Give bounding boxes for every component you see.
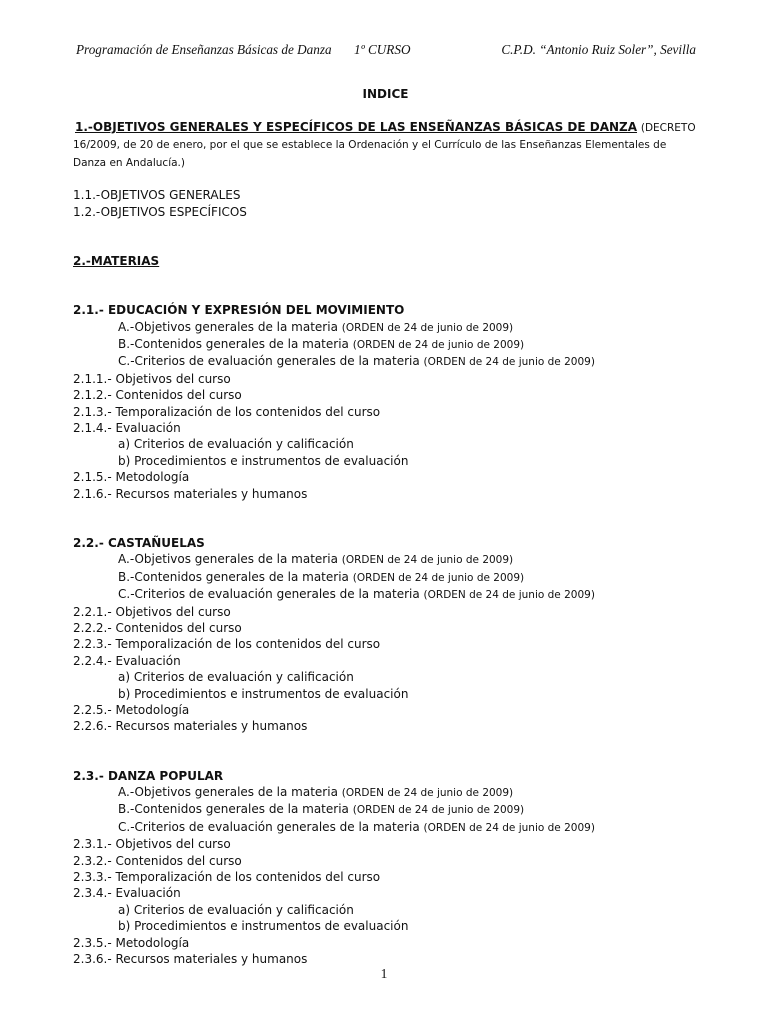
general-item xyxy=(73,336,698,353)
general-item-ref: (ORDEN de 24 de junio de 2009) xyxy=(341,554,514,567)
general-item-text: B.-Contenidos generales de la materia xyxy=(118,802,349,817)
subsection-heading: 2.2.- CASTAÑUELAS xyxy=(73,535,205,550)
general-item-ref: (ORDEN de 24 de junio de 2009) xyxy=(341,786,514,799)
general-item-ref: (ORDEN de 24 de junio de 2009) xyxy=(352,339,525,352)
page-number: 1 xyxy=(380,966,388,981)
general-item-text: A.-Objetivos generales de la materia xyxy=(118,552,338,567)
section-1-decree-note: (DECRETO 16/2009, de 20 de enero, por el que se establece la Ordenación y el Currículo de las Enseñanzas Elementales de Danza en Andalucía.) xyxy=(73,121,696,169)
section-1-item: 1.2.-OBJETIVOS ESPECÍFICOS xyxy=(73,204,247,219)
general-item-ref: (ORDEN de 24 de junio de 2009) xyxy=(423,589,595,602)
section-1-item: 1.1.-OBJETIVOS GENERALES xyxy=(73,188,241,203)
index-title: INDICE xyxy=(362,87,409,101)
evaluation-item: b) Procedimientos e instrumentos de evaluación xyxy=(118,686,409,701)
general-item-ref: (ORDEN de 24 de junio de 2009) xyxy=(423,356,595,369)
subsection-2-3 xyxy=(73,768,698,968)
course-item: 2.1.5.- Metodología xyxy=(73,470,190,485)
section-1-heading-block xyxy=(73,119,698,171)
course-item: 2.1.6.- Recursos materiales y humanos xyxy=(73,486,308,501)
header-school-text: C.P.D. “Antonio Ruiz Soler”, Sevilla xyxy=(501,42,696,57)
course-item: 2.1.4.- Evaluación xyxy=(73,421,181,436)
general-item xyxy=(73,353,698,370)
course-item: 2.3.3.- Temporalización de los contenidos del curso xyxy=(73,870,381,884)
evaluation-item: b) Procedimientos e instrumentos de evaluación xyxy=(118,919,409,934)
evaluation-item: a) Criterios de evaluación y calificación xyxy=(118,437,354,452)
general-item-text: C.-Criterios de evaluación generales de la materia xyxy=(118,587,420,602)
general-item xyxy=(73,569,698,586)
general-item-ref: (ORDEN de 24 de junio de 2009) xyxy=(352,804,525,817)
course-item: 2.2.2.- Contenidos del curso xyxy=(73,620,242,635)
general-item-ref: (ORDEN de 24 de junio de 2009) xyxy=(423,821,595,834)
course-item: 2.2.1.- Objetivos del curso xyxy=(73,604,231,619)
general-item-ref: (ORDEN de 24 de junio de 2009) xyxy=(352,571,525,584)
index-body xyxy=(73,86,698,967)
subsection-2-1 xyxy=(73,302,698,502)
course-item: 2.1.2.- Contenidos del curso xyxy=(73,388,242,403)
course-item: 2.1.3.- Temporalización de los contenidos del curso xyxy=(73,404,381,419)
general-item-ref: (ORDEN de 24 de junio de 2009) xyxy=(341,321,514,334)
general-item xyxy=(73,586,698,603)
evaluation-item: a) Criterios de evaluación y calificación xyxy=(118,902,354,917)
general-item xyxy=(73,801,698,818)
subsection-heading: 2.3.- DANZA POPULAR xyxy=(73,768,224,783)
course-item: 2.2.4.- Evaluación xyxy=(73,653,181,668)
header-left-text: Programación de Enseñanzas Básicas de Danza xyxy=(76,42,332,57)
general-item xyxy=(73,784,698,801)
general-item-text: C.-Criterios de evaluación generales de la materia xyxy=(118,354,420,369)
page-header xyxy=(76,42,696,60)
general-item xyxy=(73,819,698,836)
evaluation-item: b) Procedimientos e instrumentos de evaluación xyxy=(118,453,409,468)
course-item: 2.3.2.- Contenidos del curso xyxy=(73,853,242,868)
course-item: 2.3.1.- Objetivos del curso xyxy=(73,837,231,852)
section-1-heading: 1.-OBJETIVOS GENERALES Y ESPECÍFICOS DE LAS ENSEÑANZAS BÁSICAS DE DANZA xyxy=(75,119,638,134)
course-item: 2.3.5.- Metodología xyxy=(73,935,190,950)
general-item-text: A.-Objetivos generales de la materia xyxy=(118,784,338,799)
course-item: 2.3.6.- Recursos materiales y humanos xyxy=(73,952,308,967)
subsection-2-2 xyxy=(73,535,698,735)
course-item: 2.1.1.- Objetivos del curso xyxy=(73,371,231,386)
general-item-text: B.-Contenidos generales de la materia xyxy=(118,569,349,584)
course-item: 2.2.6.- Recursos materiales y humanos xyxy=(73,719,308,734)
general-item-text: B.-Contenidos generales de la materia xyxy=(118,337,349,352)
evaluation-item: a) Criterios de evaluación y calificación xyxy=(118,670,354,685)
course-item: 2.3.4.- Evaluación xyxy=(73,886,181,901)
general-item-text: C.-Criterios de evaluación generales de la materia xyxy=(118,819,420,834)
course-item: 2.2.3.- Temporalización de los contenidos del curso xyxy=(73,637,381,652)
general-item xyxy=(73,319,698,336)
header-course-text: 1º CURSO xyxy=(354,42,411,57)
general-item-text: A.-Objetivos generales de la materia xyxy=(118,319,338,334)
materias-heading: 2.-MATERIAS xyxy=(73,254,160,269)
general-item xyxy=(73,551,698,568)
subsection-heading: 2.1.- EDUCACIÓN Y EXPRESIÓN DEL MOVIMIENTO xyxy=(73,303,405,318)
course-item: 2.2.5.- Metodología xyxy=(73,702,190,717)
